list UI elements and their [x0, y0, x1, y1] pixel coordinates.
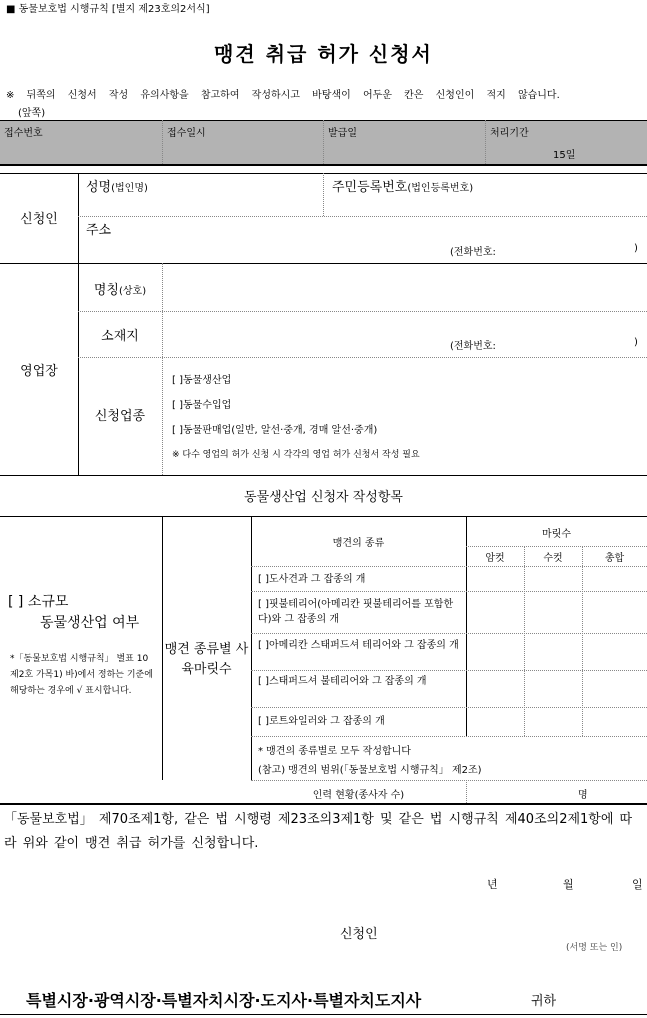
applicant-id-label: 주민등록번호(법인등록번호) — [332, 180, 474, 195]
breed-row-american-staffordshire[interactable]: [ ]아메리칸 스태퍼드셔 테리어와 그 잡종의 개 — [258, 640, 459, 651]
applicant-phone-label: (전화번호: — [450, 247, 496, 258]
business-type-option-import[interactable]: [ ]동물수입업 — [172, 400, 232, 411]
applicant-name-field[interactable] — [86, 192, 316, 212]
applicant-address-label: 주소 — [86, 223, 112, 238]
declaration-text: 「동물보호법」 제70조제1항, 같은 법 시행령 제23조의3제1항 및 같은 법 시행규칙 제40조의2제1항에 따라 위와 같이 맹견 취급 허가를 신청합니다. — [4, 812, 633, 851]
business-title-field[interactable] — [168, 270, 638, 304]
business-phone-close: ) — [634, 337, 638, 348]
processing-period-label: 처리기간 — [490, 128, 529, 139]
date-month: 월 — [563, 878, 574, 891]
staff-unit: 명 — [578, 790, 588, 801]
date-year: 년 — [487, 878, 498, 891]
count-header: 마릿수 — [542, 529, 571, 540]
business-location-field[interactable] — [168, 315, 638, 335]
business-title-label: 명칭(상호) — [93, 283, 147, 298]
recipient-suffix: 귀하 — [531, 994, 557, 1009]
breed-row-tosa[interactable]: [ ]도사견과 그 잡종의 개 — [258, 574, 366, 585]
business-phone-label: (전화번호: — [450, 341, 496, 352]
count-col-total: 총합 — [604, 553, 625, 564]
count-cell[interactable] — [467, 567, 523, 590]
small-scale-label: 동물생산업 여부 — [40, 615, 140, 631]
page-side: (앞쪽) — [18, 108, 46, 119]
recipient-authority: 특별시장·광역시장·특별자치시장·도지사·특별자치도지사 — [26, 991, 422, 1010]
date-day: 일 — [632, 878, 643, 891]
applicant-id-field[interactable] — [332, 192, 632, 212]
business-type-label: 신청업종 — [94, 409, 146, 424]
signature-note: (서명 또는 인) — [566, 943, 623, 953]
issue-date-label: 발급일 — [328, 128, 357, 139]
applicant-name-label: 성명(법인명) — [86, 180, 148, 195]
applicant-address-field[interactable] — [86, 236, 626, 256]
small-scale-checkbox[interactable]: [ ] 소규모 — [8, 594, 69, 610]
processing-period-value: 15일 — [553, 150, 576, 161]
business-type-note: ※ 다수 영업의 허가 신청 시 각각의 영업 허가 신청서 작성 필요 — [172, 450, 420, 460]
receipt-number-label: 접수번호 — [4, 128, 43, 139]
count-cell[interactable] — [583, 567, 646, 590]
producer-section-heading: 동물생산업 신청자 작성항목 — [244, 490, 403, 505]
small-scale-note: *「동물보호법 시행규칙」 별표 10 제2호 가목1) 바)에서 정하는 기준에 해당하는 경우에 √ 표시합니다. — [10, 654, 153, 696]
breed-count-label: 맹견 종류별 사육마릿수 — [164, 642, 249, 677]
count-col-male: 수컷 — [543, 553, 563, 564]
breed-row-staffordshire-bull[interactable]: [ ]스태퍼드셔 불테리어와 그 잡종의 개 — [258, 676, 427, 687]
business-type-option-sales[interactable]: [ ]동물판매업(일반, 알선·중개, 경매 알선·중개) — [172, 425, 378, 436]
breed-range-note: (참고) 맹견의 범위(「동물보호법 시행규칙」 제2조) — [258, 765, 482, 776]
applicant-signature-label: 신청인 — [340, 927, 378, 942]
business-section-label: 영업장 — [20, 364, 58, 379]
count-col-female: 암컷 — [485, 553, 505, 564]
breed-row-rottweiler[interactable]: [ ]로트와일러와 그 잡종의 개 — [258, 716, 385, 727]
breed-row-pitbull[interactable]: [ ]핏불테리어(아메리칸 핏불테리어를 포함한다)와 그 잡종의 개 — [258, 599, 454, 625]
breed-note: * 맹견의 종류별로 모두 작성합니다 — [258, 746, 411, 757]
breed-type-header: 맹견의 종류 — [332, 538, 385, 549]
staff-count-field[interactable] — [470, 782, 570, 802]
count-cell[interactable] — [525, 567, 581, 590]
form-notice: ※ 뒤쪽의 신청서 작성 유의사항을 참고하여 작성하시고 바탕색이 어두운 칸은 신청인이 적지 않습니다. — [6, 90, 560, 101]
form-title: 맹견 취급 허가 신청서 — [214, 42, 433, 66]
receipt-date-label: 접수일시 — [167, 128, 206, 139]
applicant-section-label: 신청인 — [20, 212, 58, 227]
applicant-phone-close: ) — [634, 243, 638, 254]
staff-label: 인력 현황(종사자 수) — [312, 790, 405, 801]
business-type-option-production[interactable]: [ ]동물생산업 — [172, 375, 232, 386]
form-reference: ■ 동물보호법 시행규칙 [별지 제23호의2서식] — [6, 4, 210, 15]
business-location-label: 소재지 — [101, 329, 139, 344]
